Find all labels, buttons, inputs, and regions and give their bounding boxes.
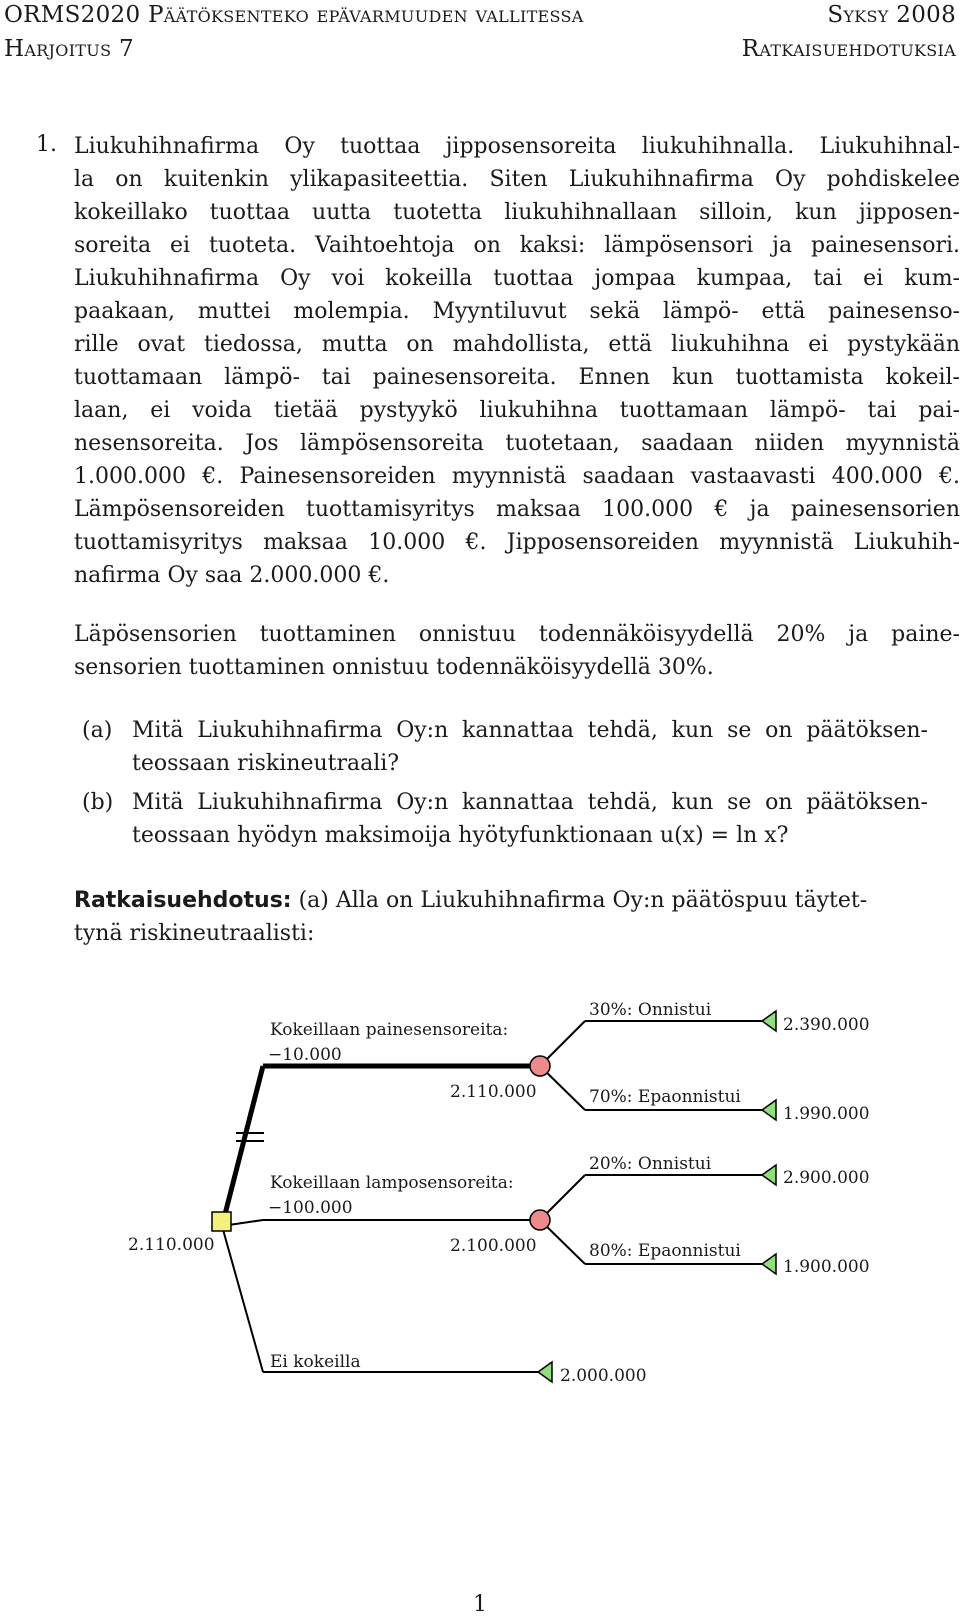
document-type: Ratkaisuehdotuksia xyxy=(741,36,956,62)
text-line: tuottamisyritys maksaa 10.000 €. Jipposensoreiden myynnistä Liukuhih- xyxy=(74,530,960,555)
solution-heading: Ratkaisuehdotus: xyxy=(74,888,292,913)
page-number: 1 xyxy=(473,1592,487,1617)
text-line: nesensoreita. Jos lämpösensoreita tuotetaan, saadaan niiden myynnistä xyxy=(74,431,960,456)
text-line: rille ovat tiedossa, mutta on mahdollista, että liukuhihna ei pystykään xyxy=(74,332,960,357)
branch-none-label: Ei kokeilla xyxy=(270,1352,361,1372)
problem-number: 1. xyxy=(36,132,57,157)
branch-paine-label: Kokeillaan painesensoreita: xyxy=(270,1020,509,1040)
text-line: 1.000.000 €. Painesensoreiden myynnistä saadaan vastaavasti 400.000 €. xyxy=(74,464,960,489)
course-title: ORMS2020 Päätöksenteko epävarmuuden vallitessa xyxy=(4,2,584,28)
branch-paine-cost: −10.000 xyxy=(268,1045,342,1065)
text-line: Mitä Liukuhihnafirma Oy:n kannattaa tehdä, kun se on päätöksen- xyxy=(132,718,928,743)
solution-line: tynä riskineutraalisti: xyxy=(74,921,315,946)
text-line: Läpösensorien tuottaminen onnistuu todennäköisyydellä 20% ja paine- xyxy=(74,622,960,647)
paine-fail-value: 1.990.000 xyxy=(783,1104,870,1124)
text-line: Liukuhihnafirma Oy tuottaa jipposensoreita liukuhihnalla. Liukuhihnal- xyxy=(74,134,960,159)
term: Syksy 2008 xyxy=(827,2,956,28)
lampo-success-value: 2.900.000 xyxy=(783,1168,870,1188)
terminal-node-paine-success xyxy=(762,1011,776,1031)
text-line: teossaan hyödyn maksimoija hyötyfunktionaan u(x) = ln x? xyxy=(132,823,789,848)
terminal-node-lampo-success xyxy=(762,1165,776,1185)
text-line: paakaan, muttei molempia. Myyntiluvut sekä lämpö- että painesenso- xyxy=(74,299,960,324)
branch-lampo-label: Kokeillaan lamposensoreita: xyxy=(270,1173,514,1193)
question-b xyxy=(132,786,928,852)
text-line: teossaan riskineutraali? xyxy=(132,751,400,776)
text-line: soreita ei tuoteta. Vaihtoehtoja on kaksi: lämpösensori ja painesensori. xyxy=(74,233,960,258)
lampo-fail-label: 80%: Epaonnistui xyxy=(589,1241,741,1261)
solution-intro xyxy=(74,884,930,950)
solution-line xyxy=(74,884,930,917)
text-line: laan, ei voida tietää pystyykö liukuhihna tuottamaan lämpö- tai pai- xyxy=(74,398,960,423)
lampo-expected-value: 2.100.000 xyxy=(450,1236,537,1256)
text-line: tuottamaan lämpö- tai painesensoreita. Ennen kun tuottamista kokeil- xyxy=(74,365,960,390)
decision-node xyxy=(212,1212,231,1231)
paine-fail-label: 70%: Epaonnistui xyxy=(589,1087,741,1107)
text-line: la on kuitenkin ylikapasiteettia. Siten Liukuhihnafirma Oy pohdiskelee xyxy=(74,167,960,192)
question-a-label: (a) xyxy=(82,718,113,743)
terminal-node-lampo-fail xyxy=(762,1254,776,1274)
exercise-title: Harjoitus 7 xyxy=(4,36,134,62)
terminal-node-none xyxy=(538,1362,552,1382)
branch-lampo-cost: −100.000 xyxy=(268,1198,353,1218)
paine-success-label: 30%: Onnistui xyxy=(589,1000,712,1020)
probability-text xyxy=(74,618,960,684)
question-b-label: (b) xyxy=(82,790,114,815)
lampo-fail-value: 1.900.000 xyxy=(783,1257,870,1277)
terminal-node-paine-fail xyxy=(762,1100,776,1120)
edge-root-none xyxy=(222,1226,263,1372)
question-a xyxy=(132,714,928,780)
text-line: Liukuhihnafirma Oy voi kokeilla tuottaa jompaa kumpaa, tai ei kum- xyxy=(74,266,960,291)
edge-root-paine xyxy=(222,1066,263,1226)
none-value: 2.000.000 xyxy=(560,1366,647,1386)
paine-expected-value: 2.110.000 xyxy=(450,1082,537,1102)
text-line: kokeillako tuottaa uutta tuotetta liukuhihnallaan silloin, kun jipposen- xyxy=(74,200,960,225)
chance-node-lampo xyxy=(530,1210,550,1230)
text-line: Lämpösensoreiden tuottamisyritys maksaa 100.000 € ja painesensorien xyxy=(74,497,960,522)
root-value: 2.110.000 xyxy=(128,1235,215,1255)
text-line: sensorien tuottaminen onnistuu todennäköisyydellä 30%. xyxy=(74,655,714,680)
decision-tree xyxy=(0,980,960,1480)
lampo-success-label: 20%: Onnistui xyxy=(589,1154,712,1174)
problem-text xyxy=(74,130,960,592)
chance-node-paine xyxy=(530,1056,550,1076)
solution-text: (a) Alla on Liukuhihnafirma Oy:n päätöspuu täytet- xyxy=(298,888,868,913)
text-line: Mitä Liukuhihnafirma Oy:n kannattaa tehdä, kun se on päätöksen- xyxy=(132,790,928,815)
text-line: nafirma Oy saa 2.000.000 €. xyxy=(74,563,390,588)
paine-success-value: 2.390.000 xyxy=(783,1015,870,1035)
